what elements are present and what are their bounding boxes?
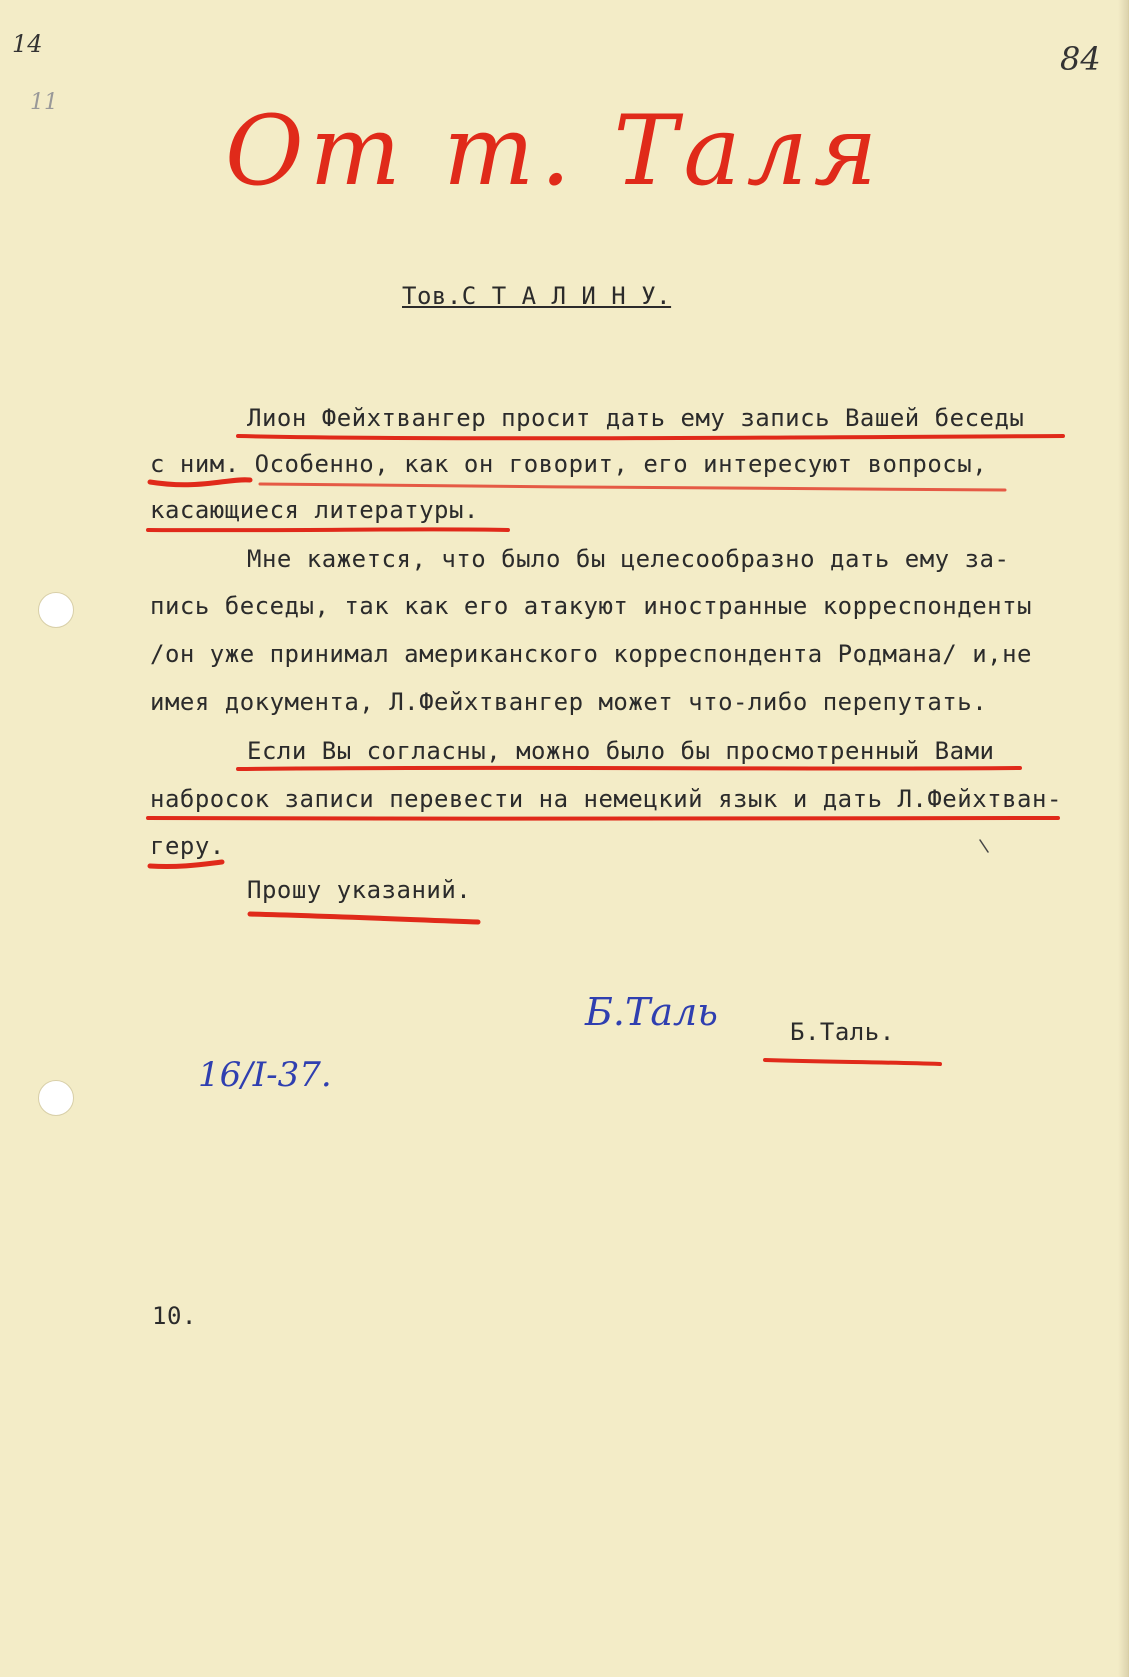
- body-line-4: Мне кажется, что было бы целесообразно дать ему за-: [247, 545, 1010, 573]
- body-line-10: геру.: [150, 832, 225, 860]
- body-line-11: Прошу указаний.: [247, 876, 472, 904]
- addressee-line: Тов.С Т А Л И Н У.: [402, 282, 672, 310]
- margin-note-top-left: 14: [12, 30, 43, 58]
- body-line-5: пись беседы, так как его атакуют иностранные корреспонденты: [150, 592, 1033, 620]
- margin-note-top-left-faint: 11: [30, 90, 58, 115]
- red-heading: От т. Таля: [225, 95, 884, 207]
- body-line-8: Если Вы согласны, можно было бы просмотренный Вами: [247, 737, 995, 765]
- typed-signature: Б.Таль.: [790, 1018, 895, 1046]
- body-line-3: касающиеся литературы.: [150, 496, 479, 524]
- body-line-9: набросок записи перевести на немецкий язык и дать Л.Фейхтван-: [150, 785, 1062, 813]
- sheet-edge-shadow: [1118, 0, 1128, 1677]
- body-line-2: с ним. Особенно, как он говорит, его интересуют вопросы,: [150, 450, 988, 478]
- page-number: 84: [1060, 40, 1101, 78]
- handwritten-signature: Б.Таль: [585, 990, 718, 1034]
- body-line-7: имея документа, Л.Фейхтвангер может что-либо перепутать.: [150, 688, 988, 716]
- body-line-6: /он уже принимал американского корреспондента Родмана/ и,не: [150, 640, 1033, 668]
- footer-number: 10.: [152, 1302, 197, 1330]
- body-line-1: Лион Фейхтвангер просит дать ему запись Вашей беседы: [247, 404, 1025, 432]
- punch-hole-upper: [38, 592, 74, 628]
- handwritten-date: 16/I-37.: [198, 1055, 332, 1095]
- punch-hole-lower: [38, 1080, 74, 1116]
